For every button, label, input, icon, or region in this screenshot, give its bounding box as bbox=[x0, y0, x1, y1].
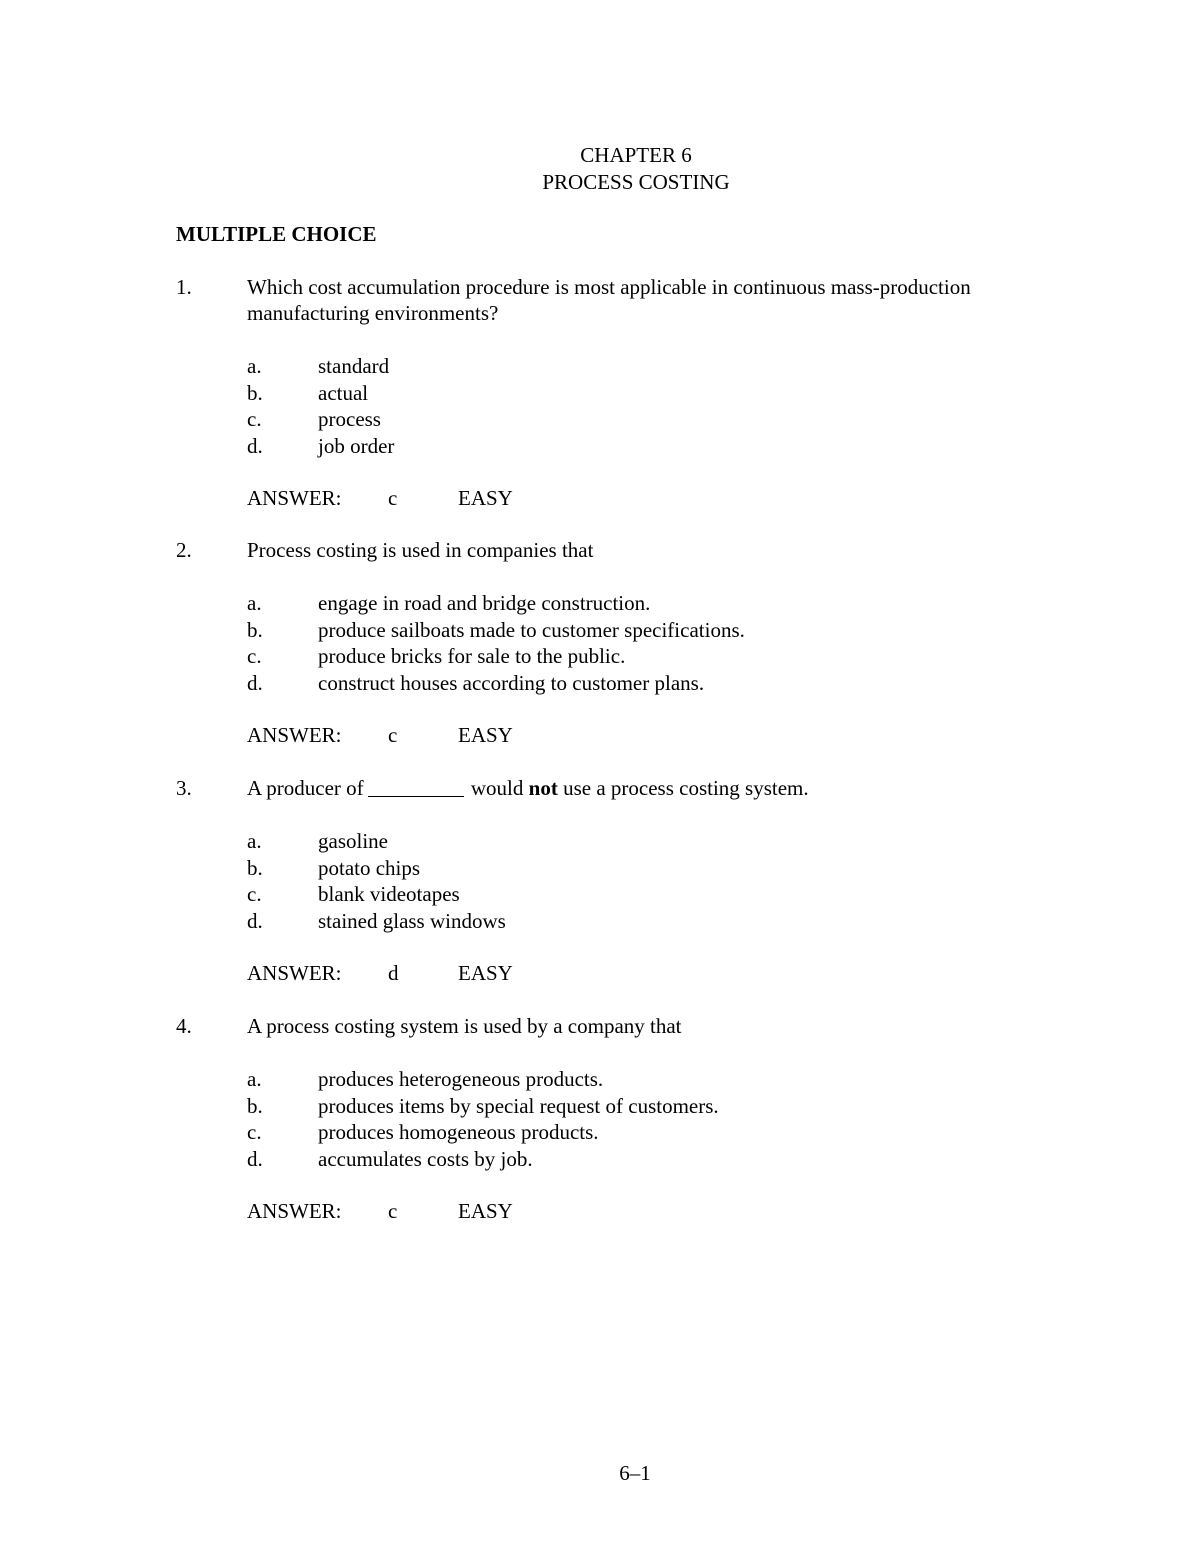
choice-item bbox=[247, 1093, 1076, 1120]
choice-letter: d. bbox=[247, 1146, 263, 1171]
choice-letter: d. bbox=[247, 670, 263, 695]
choice-text: accumulates costs by job. bbox=[318, 1146, 533, 1171]
answer-label: ANSWER: bbox=[247, 723, 342, 747]
choice-letter: c. bbox=[247, 644, 262, 668]
question-text bbox=[247, 775, 1076, 801]
choice-text: job order bbox=[318, 433, 395, 458]
question-text-before-blank: A producer of bbox=[247, 776, 364, 800]
choice-item bbox=[247, 828, 1076, 855]
choice-text: process bbox=[318, 407, 381, 431]
choice-letter: b. bbox=[247, 617, 263, 642]
choice-item bbox=[247, 670, 1076, 697]
choice-list bbox=[247, 590, 1076, 696]
choice-item bbox=[247, 433, 1076, 460]
choice-text: actual bbox=[318, 380, 369, 405]
question-number: 1. bbox=[176, 275, 192, 299]
emphasized-word: not bbox=[528, 776, 558, 800]
question-1 bbox=[176, 274, 1076, 511]
choice-item bbox=[247, 855, 1076, 882]
answer-label: ANSWER: bbox=[247, 1199, 342, 1223]
choice-text: stained glass windows bbox=[318, 908, 506, 933]
question-3 bbox=[176, 775, 1076, 986]
choice-text: produce sailboats made to customer specifications. bbox=[318, 617, 745, 642]
choice-letter: b. bbox=[247, 1093, 263, 1118]
chapter-title: PROCESS COSTING bbox=[542, 170, 730, 194]
answer-row bbox=[247, 1198, 1076, 1224]
question-text-line-1: Which cost accumulation procedure is most applicable in continuous mass-production bbox=[247, 275, 971, 299]
question-number: 3. bbox=[176, 776, 192, 800]
choice-letter: c. bbox=[247, 407, 262, 431]
chapter-title-block bbox=[436, 142, 836, 196]
choice-letter: c. bbox=[247, 882, 262, 906]
answer-row bbox=[247, 960, 1076, 986]
choice-letter: a. bbox=[247, 829, 262, 853]
choice-text: engage in road and bridge construction. bbox=[318, 591, 651, 615]
choice-letter: d. bbox=[247, 433, 263, 458]
question-text: A process costing system is used by a company that bbox=[247, 1014, 682, 1038]
difficulty-label: EASY bbox=[458, 1199, 513, 1223]
choice-text: produces homogeneous products. bbox=[318, 1120, 599, 1144]
choice-letter: b. bbox=[247, 380, 263, 405]
choice-item bbox=[247, 908, 1076, 935]
choice-item bbox=[247, 1146, 1076, 1173]
answer-value: c bbox=[388, 1199, 398, 1223]
choice-item bbox=[247, 353, 1076, 380]
question-text-after: use a process costing system. bbox=[563, 776, 809, 800]
choice-letter: c. bbox=[247, 1120, 262, 1144]
question-stem bbox=[176, 274, 1076, 326]
question-4 bbox=[176, 1013, 1076, 1224]
answer-value: c bbox=[388, 486, 398, 510]
choice-letter: a. bbox=[247, 1067, 262, 1091]
fill-in-blank bbox=[368, 776, 464, 797]
choice-list bbox=[247, 1066, 1076, 1172]
question-text: Process costing is used in companies that bbox=[247, 538, 594, 562]
difficulty-label: EASY bbox=[458, 723, 513, 747]
choice-item bbox=[247, 1119, 1076, 1146]
choice-text: gasoline bbox=[318, 829, 388, 853]
choice-item bbox=[247, 617, 1076, 644]
answer-row bbox=[247, 485, 1076, 511]
answer-label: ANSWER: bbox=[247, 486, 342, 510]
choice-text: standard bbox=[318, 354, 390, 378]
choice-text: produce bricks for sale to the public. bbox=[318, 644, 626, 668]
choice-item bbox=[247, 643, 1076, 670]
choice-item bbox=[247, 881, 1076, 908]
question-text-line-2: manufacturing environments? bbox=[247, 301, 499, 325]
choice-text: construct houses according to customer plans. bbox=[318, 670, 705, 695]
choice-item bbox=[247, 590, 1076, 617]
choice-text: produces items by special request of customers. bbox=[318, 1093, 719, 1118]
answer-row bbox=[247, 722, 1076, 748]
choice-letter: d. bbox=[247, 908, 263, 933]
choice-letter: b. bbox=[247, 855, 263, 880]
question-text-middle: would bbox=[470, 776, 524, 800]
choice-text: produces heterogeneous products. bbox=[318, 1067, 604, 1091]
answer-value: c bbox=[388, 723, 398, 747]
difficulty-label: EASY bbox=[458, 961, 513, 985]
choice-list bbox=[247, 353, 1076, 459]
question-stem bbox=[176, 537, 1076, 563]
choice-item bbox=[247, 1066, 1076, 1093]
choice-letter: a. bbox=[247, 591, 262, 615]
page-number: 6–1 bbox=[619, 1461, 651, 1485]
question-2 bbox=[176, 537, 1076, 748]
question-number: 4. bbox=[176, 1014, 192, 1038]
choice-list bbox=[247, 828, 1076, 934]
choice-item bbox=[247, 406, 1076, 433]
answer-value: d bbox=[388, 961, 399, 985]
answer-label: ANSWER: bbox=[247, 961, 342, 985]
choice-text: potato chips bbox=[318, 855, 421, 880]
question-number: 2. bbox=[176, 538, 192, 562]
choice-item bbox=[247, 380, 1076, 407]
chapter-number: CHAPTER 6 bbox=[580, 143, 692, 167]
section-heading: MULTIPLE CHOICE bbox=[176, 222, 377, 246]
question-stem bbox=[176, 775, 1076, 801]
choice-letter: a. bbox=[247, 354, 262, 378]
difficulty-label: EASY bbox=[458, 486, 513, 510]
choice-text: blank videotapes bbox=[318, 882, 460, 906]
question-stem bbox=[176, 1013, 1076, 1039]
